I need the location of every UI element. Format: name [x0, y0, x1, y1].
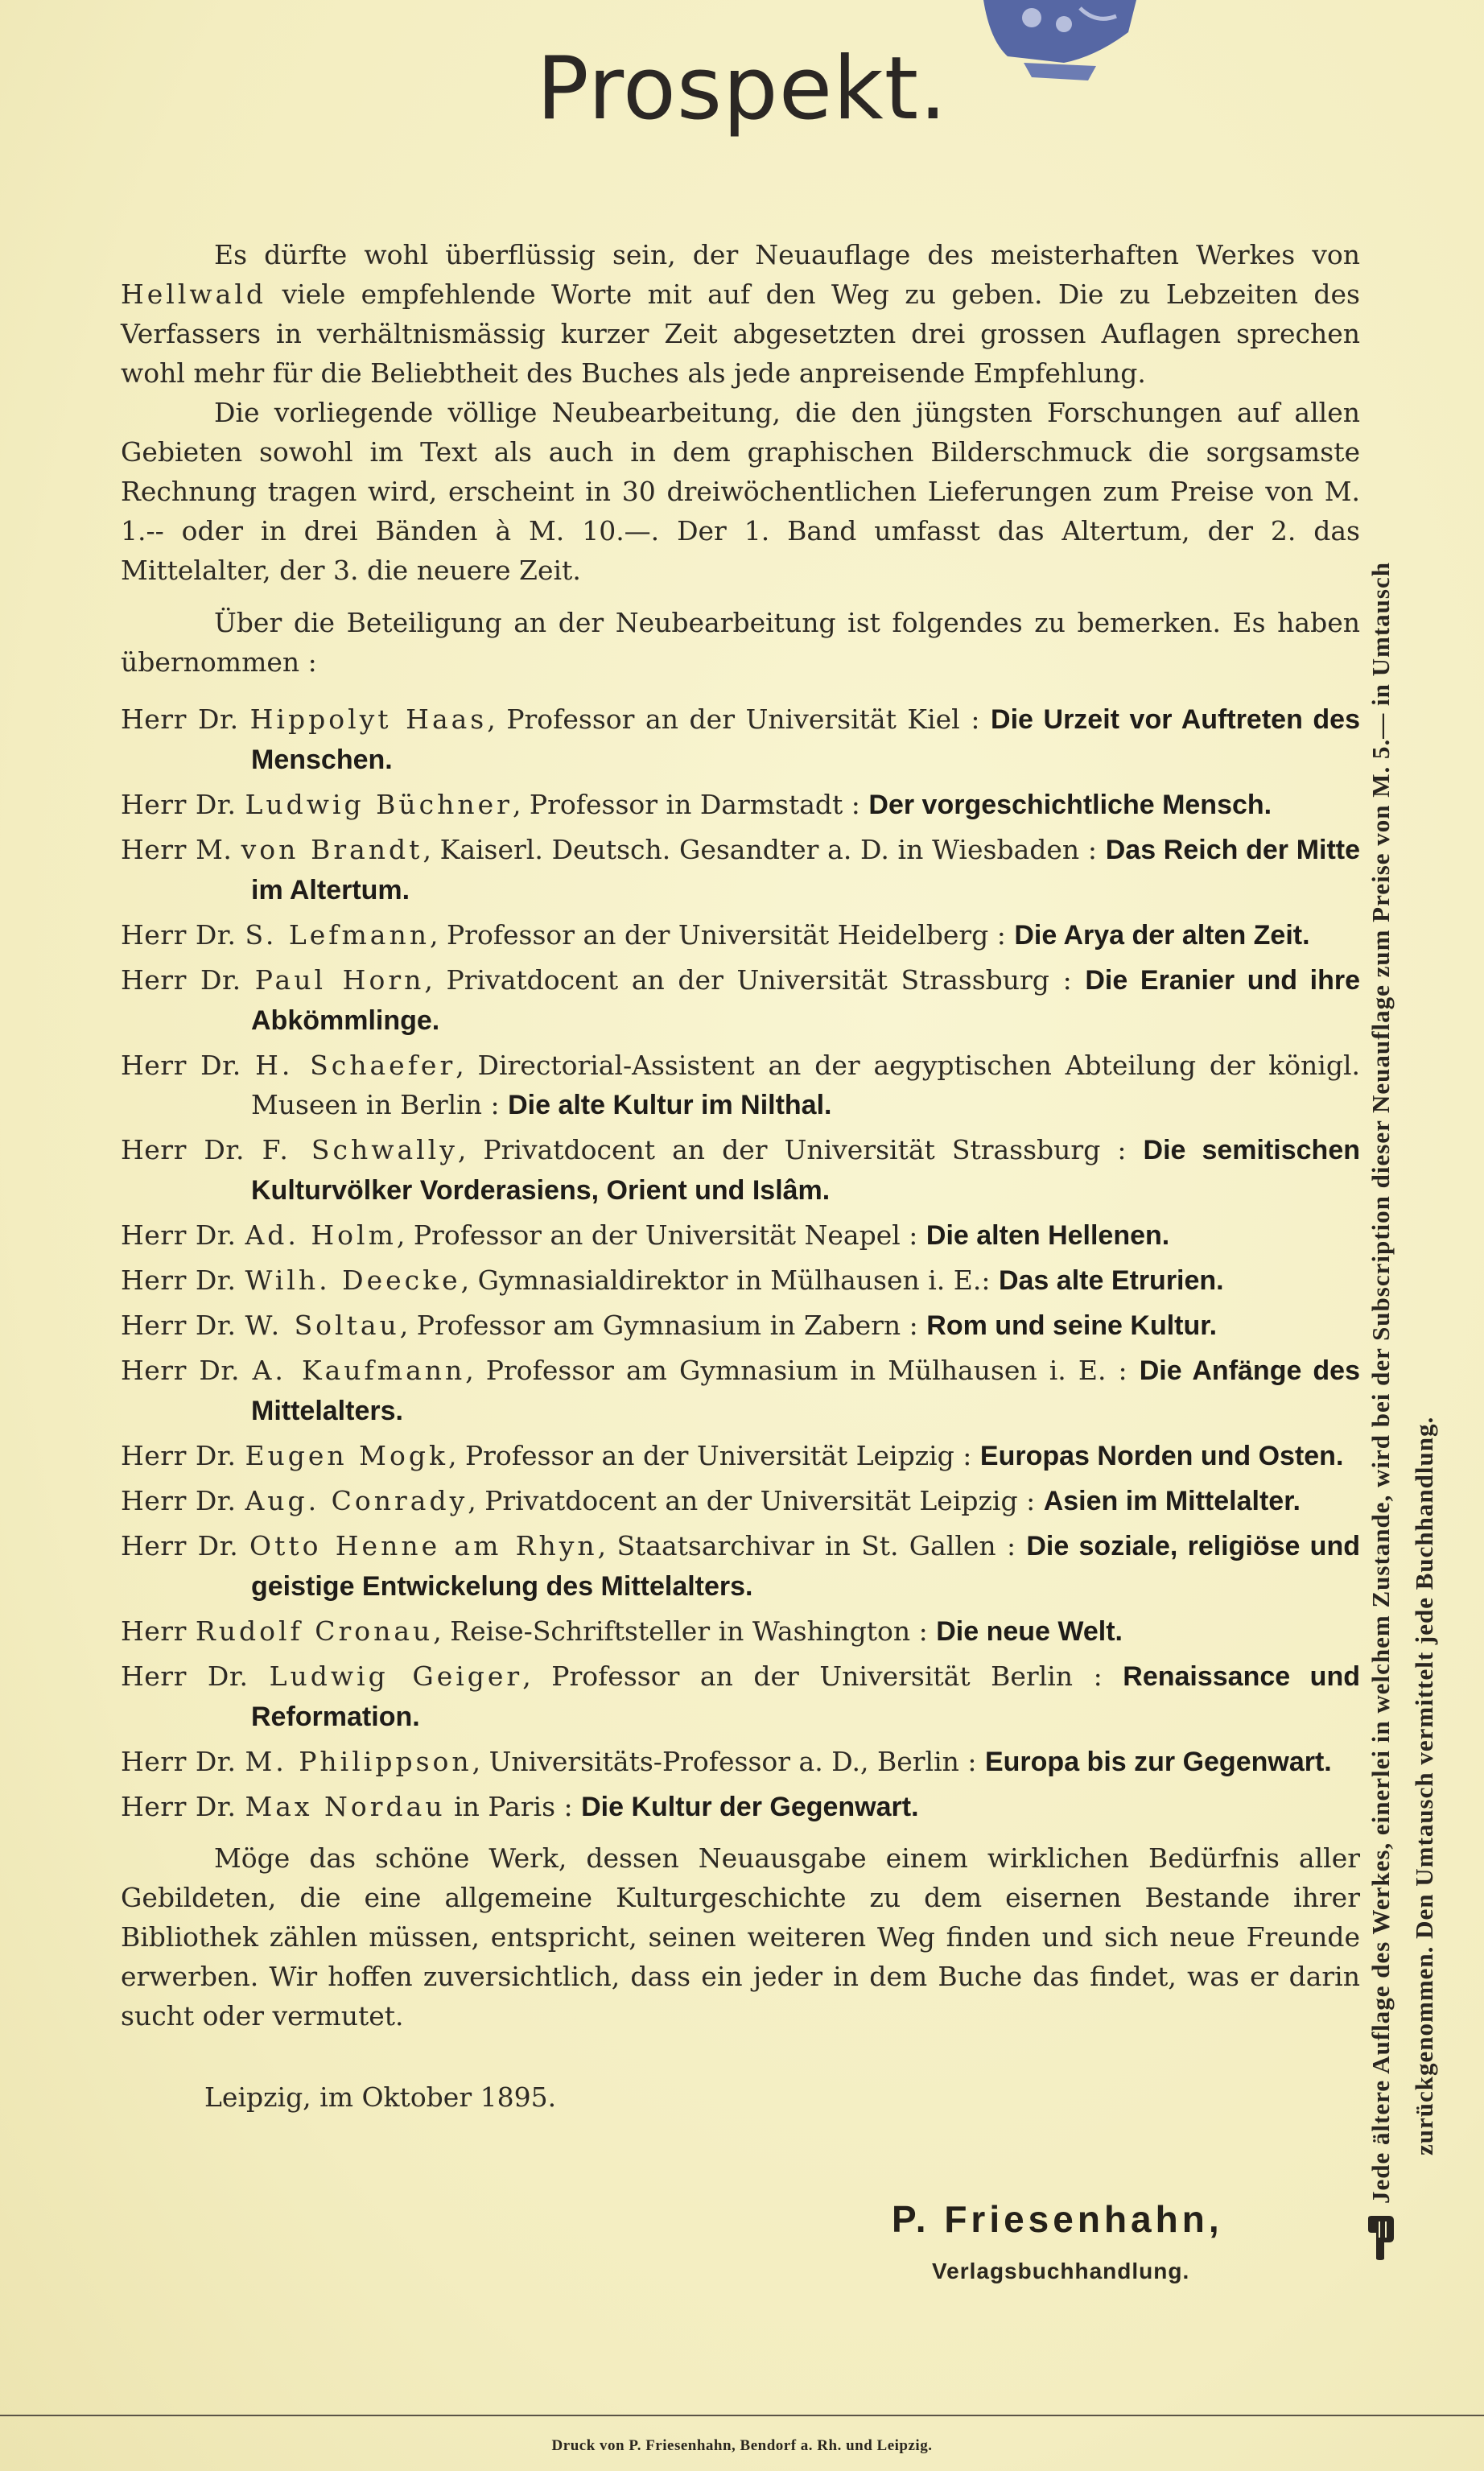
contributor-prefix: Herr Dr. — [121, 1219, 245, 1251]
contributor-role: , Staatsarchivar in St. Gallen : — [597, 1530, 1027, 1561]
contributor-entry — [121, 1215, 1360, 1256]
contributor-role: , Gymnasialdirektor in Mülhausen i. E.: — [460, 1264, 999, 1296]
contributor-topic: Der vorgeschichtliche Mensch. — [868, 790, 1272, 820]
contributor-entry — [121, 830, 1360, 910]
contributor-entry — [121, 1351, 1360, 1431]
contributor-role: , Professor am Gymnasium in Mülhausen i. E. : — [465, 1355, 1140, 1386]
contributor-entry — [121, 1046, 1360, 1125]
contributor-role: , Professor an der Universität Leipzig : — [447, 1440, 980, 1471]
contributor-prefix: Herr Dr. — [121, 1746, 245, 1777]
pointing-hand-icon — [1365, 2215, 1397, 2260]
contributor-topic: Die semitischen Kulturvölker Vorderasiens, Orient und Islâm. — [251, 1135, 1360, 1206]
contributor-prefix: Herr Dr. — [121, 964, 255, 996]
page-title: Prospekt. — [536, 39, 948, 139]
contributor-name: M. Philippson — [245, 1746, 472, 1777]
contributor-role: , Kaiserl. Deutsch. Gesandter a. D. in Wiesbaden : — [423, 834, 1106, 865]
contributor-name: Rudolf Cronau — [195, 1615, 434, 1647]
closing-paragraph: Möge das schöne Werk, dessen Neuausgabe einem wirklichen Bedürfnis aller Gebildeten, die eine allgemeine Kulturgeschichte zu dem eisernen Bestande ihrer Bibliothek zählen müssen, entspricht, seinen weiteren Weg finden und sich neue Freunde erwerben. Wir hoffen zuversichtlich, dass ein jeder in dem Buche das findet, was er darin sucht oder vermutet. — [121, 1842, 1360, 2032]
contributor-prefix: Herr Dr. — [121, 1134, 262, 1165]
prospectus-body — [121, 235, 1360, 2143]
contributor-name: Eugen Mogk — [245, 1440, 448, 1471]
contributor-entry — [121, 960, 1360, 1041]
publisher-subtitle: Verlagsbuchhandlung. — [932, 2259, 1190, 2283]
contributor-prefix: Herr Dr. — [121, 1791, 245, 1822]
printer-imprint: Druck von P. Friesenhahn, Bendorf a. Rh. und Leipzig. — [551, 2437, 933, 2454]
contributor-prefix: Herr — [121, 1615, 196, 1647]
contributor-prefix: Herr Dr. — [121, 1264, 245, 1296]
contributor-role: , Directorial-Assistent an der aegyptischen Abteilung der königl. Museen in Berlin : — [251, 1050, 1361, 1120]
contributor-role: , Universitäts-Professor a. D., Berlin : — [472, 1746, 985, 1777]
contributor-topic: Die Eranier und ihre Abkömmlinge. — [251, 965, 1360, 1036]
contributor-name: A. Kaufmann — [252, 1355, 466, 1386]
contributor-name: F. Schwally — [262, 1134, 458, 1165]
contributor-prefix: Herr Dr. — [121, 789, 245, 820]
contributor-name: Hippolyt Haas — [249, 703, 488, 735]
contributor-topic: Die alten Hellenen. — [925, 1220, 1170, 1251]
side-note — [1359, 39, 1472, 2260]
contributor-prefix: Herr Dr. — [121, 1530, 250, 1561]
contributor-role: , Privatdocent an der Universität Strassburg : — [424, 964, 1086, 996]
contributor-prefix: Herr Dr. — [121, 919, 245, 951]
contributor-name: Otto Henne am Rhyn — [249, 1530, 598, 1561]
contributor-role: , Privatdocent an der Universität Leipzig : — [468, 1485, 1044, 1516]
contributor-topic: Rom und seine Kultur. — [926, 1310, 1218, 1341]
contributor-name: Max Nordau — [245, 1791, 446, 1822]
contributor-name: W. Soltau — [245, 1310, 400, 1341]
contributor-entry — [121, 915, 1360, 955]
contributor-prefix: Herr Dr. — [121, 1310, 245, 1341]
contributor-topic: Die Kultur der Gegenwart. — [581, 1792, 919, 1822]
contributor-list — [121, 699, 1360, 1827]
contributor-name: Wilh. Deecke — [245, 1264, 461, 1296]
contributor-entry — [121, 1436, 1360, 1476]
contributor-topic: Asien im Mittelalter. — [1043, 1486, 1301, 1516]
contributor-entry — [121, 1611, 1360, 1652]
contributor-prefix: Herr Dr. — [121, 1355, 253, 1386]
contributor-name: Ludwig Geiger — [269, 1660, 523, 1692]
intro-paragraph-1: Es dürfte wohl überflüssig sein, der Neuauflage des meisterhaften Werkes von Hellwald viele empfehlende Worte mit auf den Weg zu geben. Die zu Lebzeiten des Verfassers in verhältnismässig kurzer Zeit abgesetzten drei grossen Auflagen sprechen wohl mehr für die Beliebtheit des Buches als jede anpreisende Empfehlung. — [121, 239, 1360, 389]
contributor-topic: Die neue Welt. — [936, 1616, 1123, 1647]
contributor-entry — [121, 1742, 1360, 1782]
contributor-prefix: Herr Dr. — [121, 1485, 245, 1516]
publisher-name: P. Friesenhahn, — [892, 2198, 1223, 2240]
contributor-entry — [121, 1526, 1360, 1607]
contributor-topic: Die alte Kultur im Nilthal. — [508, 1090, 832, 1120]
contributor-role: , Professor an der Universität Kiel : — [487, 703, 991, 735]
side-note-line-1: Jede ältere Auflage des Werkes, einerlei in welchem Zustande, wird bei der Subscription dieser Neuauflage zum Preise von M. 5.— in Umtausch — [1367, 562, 1395, 2204]
footer-rule — [0, 2415, 1484, 2416]
contributor-role: , Professor an der Universität Heidelberg : — [429, 919, 1015, 951]
contributor-entry — [121, 1787, 1360, 1827]
contributor-topic: Das Reich der Mitte im Altertum. — [251, 835, 1361, 905]
side-note-line-2: zurückgenommen. Den Umtausch vermittelt jede Buchhandlung. — [1410, 1416, 1438, 2155]
contributor-topic: Die Anfänge des Mittelalters. — [251, 1355, 1360, 1426]
author-name: Hellwald — [121, 278, 267, 310]
contributor-prefix: Herr Dr. — [121, 703, 250, 735]
contributor-prefix: Herr M. — [121, 834, 241, 865]
contributor-topic: Die Arya der alten Zeit. — [1014, 920, 1310, 951]
contributor-topic: Renaissance und Reformation. — [251, 1661, 1360, 1732]
contributor-role: in Paris : — [445, 1791, 582, 1822]
contributor-name: H. Schaefer — [255, 1050, 456, 1081]
contributor-name: Paul Horn — [254, 964, 425, 996]
contributor-role: , Professor an der Universität Berlin : — [522, 1660, 1123, 1692]
contributor-name: Aug. Conrady — [245, 1485, 468, 1516]
contributor-topic: Die Urzeit vor Auftreten des Menschen. — [251, 704, 1360, 775]
contributor-topic: Das alte Etrurien. — [998, 1265, 1224, 1296]
contributor-name: S. Lefmann — [245, 919, 430, 951]
contributor-entry — [121, 1481, 1360, 1521]
contributor-role: , Privatdocent an der Universität Strassburg : — [457, 1134, 1144, 1165]
intro-paragraph-2: Die vorliegende völlige Neubearbeitung, die den jüngsten Forschungen auf allen Gebieten sowohl im Text als auch in dem graphischen Bilderschmuck die sorgsamste Rechnung tragen wird, erscheint in 30 dreiwöchentlichen Lieferungen zum Preise von M. 1.-- oder in drei Bänden à M. 10.—. Der 1. Band umfasst das Altertum, der 2. das Mittelalter, der 3. die neuere Zeit. — [121, 397, 1360, 586]
intro-paragraph-3: Über die Beteiligung an der Neubearbeitung ist folgendes zu bemerken. Es haben übernommen : — [121, 607, 1360, 678]
contributor-topic: Europas Norden und Osten. — [979, 1441, 1344, 1471]
contributor-topic: Europa bis zur Gegenwart. — [984, 1747, 1332, 1777]
contributor-entry — [121, 1656, 1360, 1737]
dateline: Leipzig, im Oktober 1895. — [204, 2081, 557, 2113]
contributor-name: Ad. Holm — [245, 1219, 397, 1251]
contributor-role: , Professor an der Universität Neapel : — [396, 1219, 926, 1251]
contributor-role: , Reise-Schriftsteller in Washington : — [433, 1615, 937, 1647]
contributor-entry — [121, 699, 1360, 780]
contributor-role: , Professor am Gymnasium in Zabern : — [399, 1310, 927, 1341]
contributor-prefix: Herr Dr. — [121, 1440, 245, 1471]
contributor-role: , Professor in Darmstadt : — [512, 789, 869, 820]
contributor-entry — [121, 1130, 1360, 1211]
contributor-name: Ludwig Büchner — [245, 789, 513, 820]
contributor-entry — [121, 1260, 1360, 1301]
contributor-entry — [121, 785, 1360, 825]
contributor-prefix: Herr Dr. — [121, 1050, 256, 1081]
contributor-name: von Brandt — [241, 834, 423, 865]
contributor-topic: Die soziale, religiöse und geistige Entwickelung des Mittelalters. — [251, 1531, 1360, 1602]
contributor-prefix: Herr Dr. — [121, 1660, 270, 1692]
contributor-entry — [121, 1306, 1360, 1346]
